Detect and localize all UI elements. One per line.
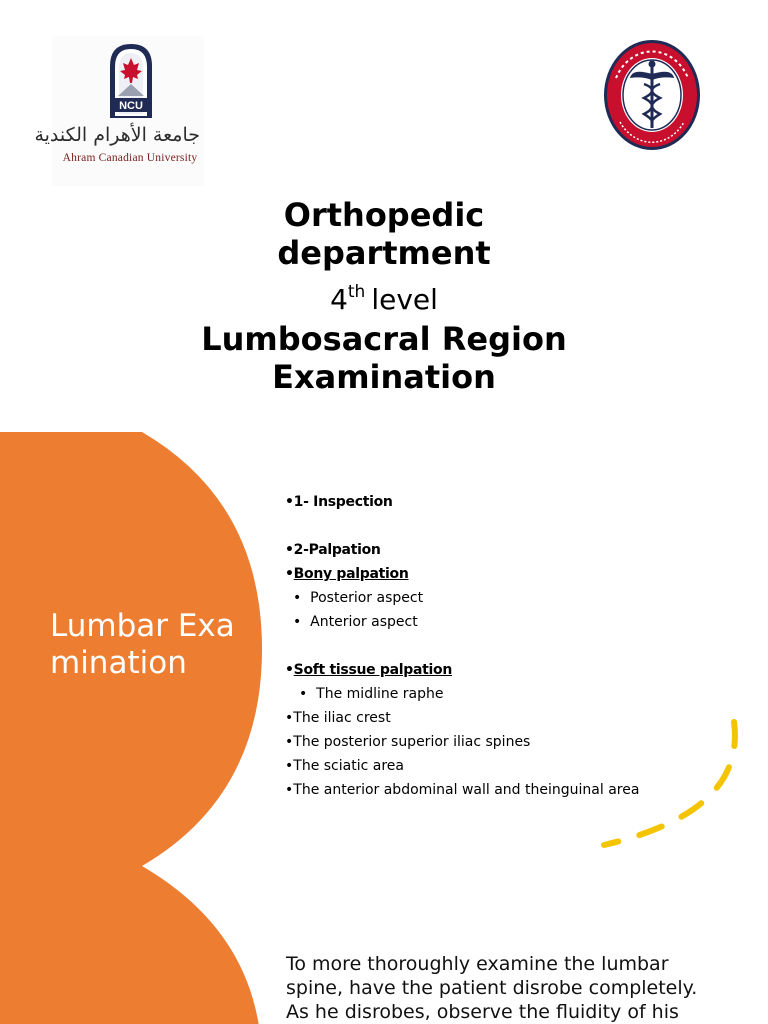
level-word: level	[371, 283, 438, 316]
university-logo	[34, 36, 204, 186]
outline-item-midline-raphe: • The midline raphe	[299, 686, 444, 702]
examination-slide	[0, 432, 768, 866]
outline-item-psis: •The posterior superior iliac spines	[285, 734, 531, 750]
outline-item-sciatic-area: •The sciatic area	[285, 758, 404, 774]
emblem-text: NCU	[119, 100, 143, 112]
university-emblem-icon	[52, 36, 204, 126]
intro-paragraph: To more thoroughly examine the lumbar spine, have the patient disrobe completely. As he disrobes, observe the fluidity of his	[286, 953, 698, 1023]
title-line-2: department	[277, 234, 491, 272]
level-superscript: th	[347, 282, 366, 302]
outline-item-posterior-aspect: • Posterior aspect	[293, 590, 424, 606]
title-slide	[0, 0, 768, 432]
outline-item-bony-palpation: •Bony palpation	[285, 566, 409, 582]
subtitle-line-1: Lumbosacral Region	[201, 320, 567, 358]
caduceus-seal-icon	[602, 38, 702, 152]
orange-arc-shape-2	[0, 866, 300, 1024]
university-name-arabic: جامعة الأهرام الكندية	[34, 124, 200, 146]
outline-item-anterior-aspect: • Anterior aspect	[293, 614, 418, 630]
next-slide	[0, 866, 768, 1024]
outline-item-iliac-crest: •The iliac crest	[285, 710, 391, 726]
faculty-seal	[602, 38, 702, 152]
title-block	[0, 196, 768, 396]
section-side-title: Lumbar Examination	[50, 608, 235, 681]
title-line-1: Orthopedic	[283, 196, 485, 234]
level-number: 4	[330, 283, 348, 316]
subtitle-line-2: Examination	[272, 358, 496, 396]
university-name-english: Ahram Canadian University	[62, 152, 198, 164]
level-line	[0, 272, 768, 320]
outline-item-abdominal-wall: •The anterior abdominal wall and theinguinal area	[285, 782, 640, 798]
dashed-arc-decoration	[590, 712, 750, 862]
outline-item-palpation: •2-Palpation	[285, 542, 381, 558]
outline-item-soft-tissue: •Soft tissue palpation	[285, 662, 453, 678]
outline-item-inspection: •1- Inspection	[285, 494, 393, 510]
